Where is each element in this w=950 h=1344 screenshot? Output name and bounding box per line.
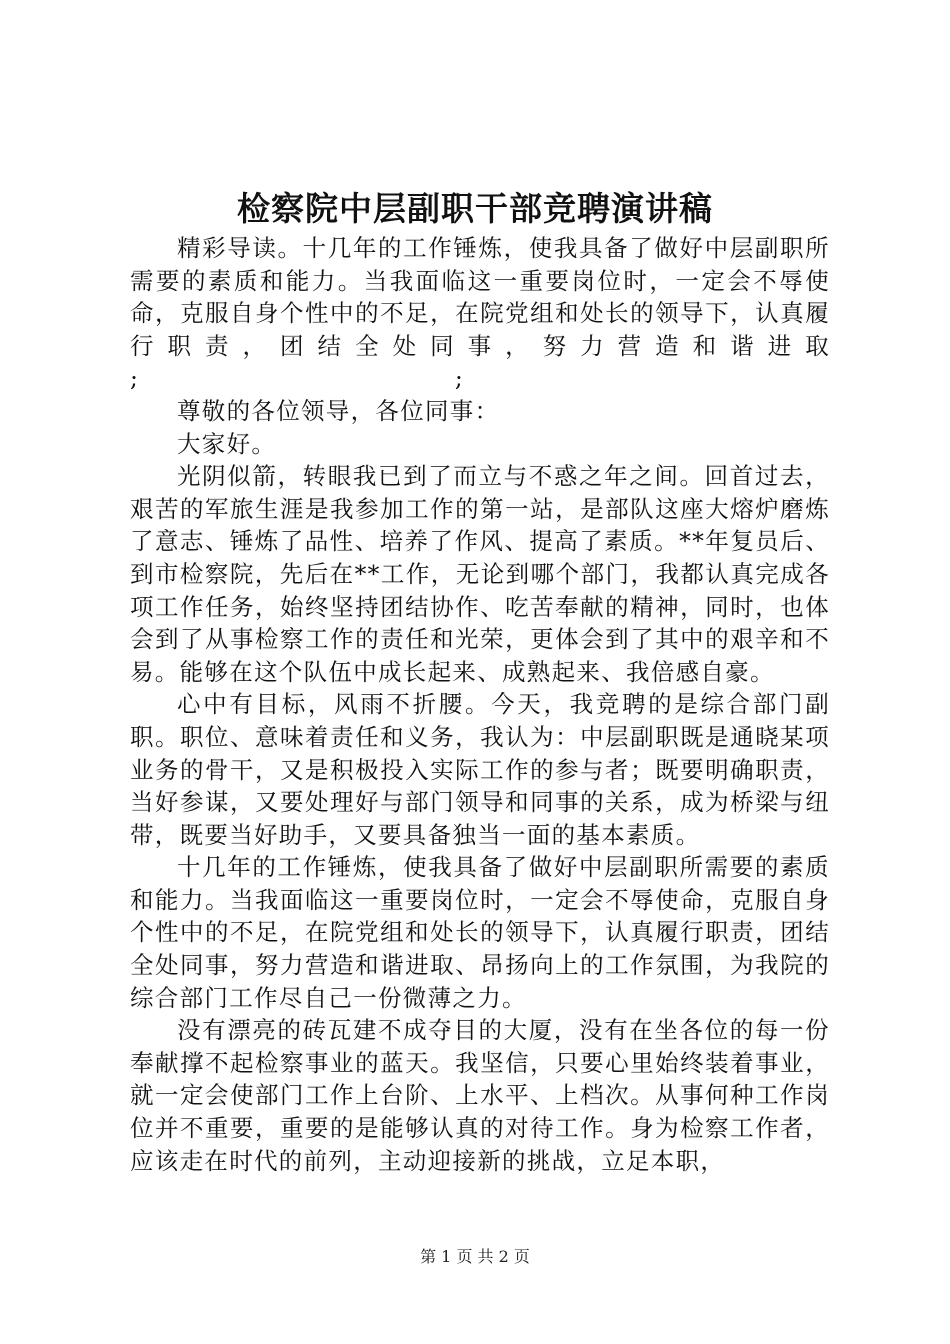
document-body: [130, 232, 830, 1177]
body-paragraph: 心中有目标，风雨不折腰。今天，我竞聘的是综合部门副职。职位、意味着责任和义务，我认为：中层副职既是通晓某项业务的骨干，又是积极投入实际工作的参与者；既要明确职责，当好参谋，又要处理好与部门领导和同事的关系，成为桥梁与纽带，既要当好助手，又要具备独当一面的基本素质。: [130, 690, 830, 849]
lead-tail: ; ;: [130, 364, 465, 393]
document-title: 检察院中层副职干部竞聘演讲稿: [237, 189, 713, 228]
salutation: 尊敬的各位领导，各位同事：: [177, 396, 500, 425]
body-paragraph: 没有漂亮的砖瓦建不成夺目的大厦，没有在坐各位的每一份奉献撑不起检察事业的蓝天。我坚信，只要心里始终装着事业，就一定会使部门工作上台阶、上水平、上档次。从事何种工作岗位并不重要，重要的是能够认真的对待工作。身为检察工作者，应该走在时代的前列，主动迎接新的挑战，立足本职，: [130, 1016, 830, 1175]
greeting: 大家好。: [177, 429, 277, 458]
body-paragraph: 光阴似箭，转眼我已到了而立与不惑之年之间。回首过去，艰苦的军旅生涯是我参加工作的第一站，是部队这座大熔炉磨炼了意志、锤炼了品性、培养了作风、提高了素质。**年复员后、到市检察院，先后在**工作，无论到哪个部门，我都认真完成各项工作任务，始终坚持团结协作、吃苦奉献的精神，同时，也体会到了从事检察工作的责任和光荣，更体会到了其中的艰辛和不易。能够在这个队伍中成长起来、成熟起来、我倍感自豪。: [130, 462, 830, 686]
page-footer: [0, 1244, 950, 1267]
body-paragraph: 十几年的工作锤炼，使我具备了做好中层副职所需要的素质和能力。当我面临这一重要岗位时，一定会不辱使命，克服自身个性中的不足，在院党组和处长的领导下，认真履行职责，团结全处同事，努力营造和谐进取、昂扬向上的工作氛围，为我院的综合部门工作尽自己一份微薄之力。: [130, 853, 830, 1012]
lead-paragraph: 精彩导读。十几年的工作锤炼，使我具备了做好中层副职所需要的素质和能力。当我面临这一重要岗位时，一定会不辱使命，克服自身个性中的不足，在院党组和处长的领导下，认真履行职责，团结全处同事，努力营造和谐进取: [130, 234, 830, 360]
page-number: 第 1 页 共 2 页: [420, 1247, 530, 1266]
